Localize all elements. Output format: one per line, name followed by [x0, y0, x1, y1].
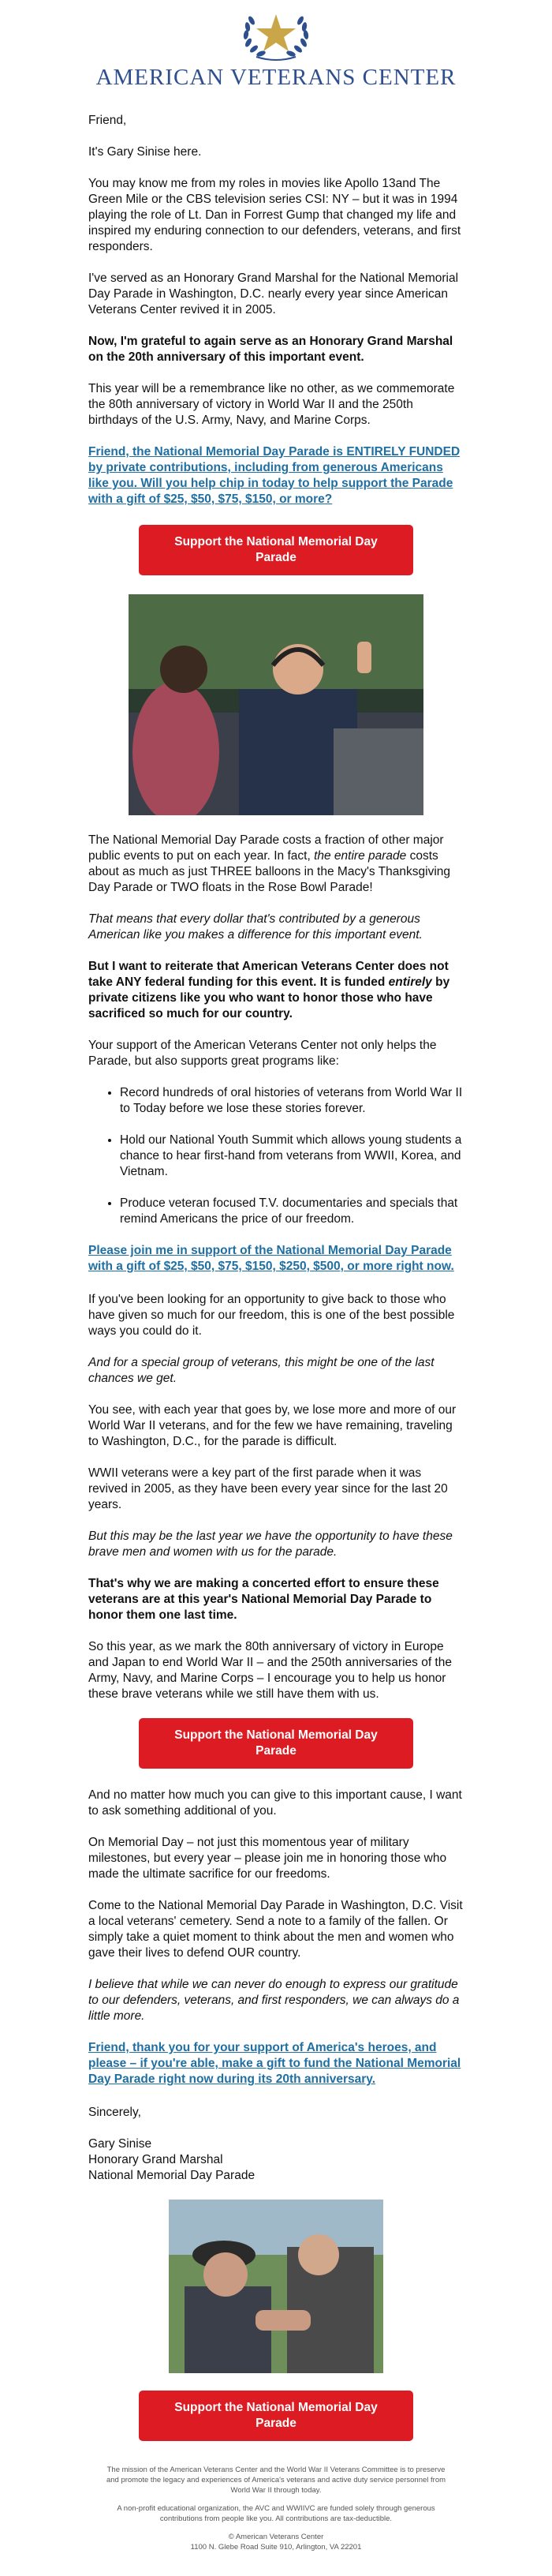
italic-paragraph: But this may be the last year we have the opportunity to have these brave men and women with us for the parade. — [88, 1530, 453, 1559]
support-parade-button[interactable]: Support the National Memorial Day Parade — [139, 525, 413, 575]
header-logo[interactable] — [0, 0, 552, 91]
signature-name: Gary Sinise — [88, 2137, 152, 2151]
gary-sinise-photo[interactable] — [129, 594, 423, 815]
letter-content — [0, 113, 552, 2441]
footer-copyright: © American Veterans Center — [228, 2533, 324, 2541]
signature-block — [88, 2136, 464, 2184]
support-parade-button[interactable]: Support the National Memorial Day Parade — [139, 1718, 413, 1769]
paragraph: The National Memorial Day Parade costs a fraction of other major public events to put on each year. In fact, the entire parade costs about as much as just THREE balloons in the Macy's Thanksgiving Day Parade or TWO floats in the Rose Bowl Parade! — [88, 833, 451, 894]
paragraph: Come to the National Memorial Day Parade in Washington, D.C. Visit a local veterans' cemetery. Send a note to a family of the fallen. Or simply take a quiet moment to think about the men and women who gave their lives to defend OUR country. — [88, 1899, 463, 1960]
bold-paragraph: Now, I'm grateful to again serve as an Honorary Grand Marshal on the 20th anniversary of this important event. — [88, 335, 453, 364]
bold-paragraph: That's why we are making a concerted effort to ensure these veterans are at this year's National Memorial Day Parade to honor them one last time. — [88, 1577, 439, 1622]
paragraph: You see, with each year that goes by, we lose more and more of our World War II veterans, and for the few we have remaining, traveling to Washington, D.C., for the parade is difficult. — [88, 1403, 457, 1448]
footer-nonprofit: A non-profit educational organization, the AVC and WWIIVC are funded solely through generous contributions from people like you. All contributions are tax-deductible. — [117, 2504, 435, 2523]
paragraph: WWII veterans were a key part of the first parade when it was revived in 2005, as they have been every year since for the last 20 years. — [88, 1466, 448, 1511]
bold-paragraph: But I want to reiterate that American Veterans Center does not take ANY federal funding for this event. It is funded entirely by private citizens like you who want to honor those who have sacrificed so much for our country. — [88, 960, 450, 1020]
support-parade-button[interactable]: Support the National Memorial Day Parade — [139, 2391, 413, 2441]
italic-paragraph: And for a special group of veterans, this might be one of the last chances we get. — [88, 1356, 435, 1385]
list-item: • Produce veteran focused T.V. documentaries and specials that remind Americans the price of our freedom. — [120, 1196, 464, 1227]
paragraph: So this year, as we mark the 80th anniversary of victory in Europe and Japan to end World War II – and the 250th anniversaries of the Army, Navy, and Marine Corps – I encourage you to help us honor these brave veterans while we still have them with us. — [88, 1640, 452, 1701]
paragraph: This year will be a remembrance like no other, as we commemorate the 80th anniversary of victory in World War II and the 250th birthdays of the U.S. Army, Navy, and Marine Corps. — [88, 382, 455, 427]
paragraph: Your support of the American Veterans Center not only helps the Parade, but also supports great programs like: — [88, 1039, 437, 1068]
signature-title: National Memorial Day Parade — [88, 2169, 255, 2182]
footer-mission: The mission of the American Veterans Center and the World War II Veterans Committee is to preserve and promote the legacy and experiences of America's veterans and active duty service personnel from World War II through today. — [106, 2466, 446, 2495]
signoff: Sincerely, — [88, 2106, 141, 2119]
donate-link[interactable]: Friend, thank you for your support of America's heroes, and please – if you're able, make a gift to fund the National Memorial Day Parade right now during its 20th anniversary. — [88, 2041, 461, 2086]
intro-paragraph: It's Gary Sinise here. — [88, 145, 202, 159]
star-wreath-icon — [233, 11, 319, 63]
footer-address-block — [103, 2532, 449, 2552]
footer-address: 1100 N. Glebe Road Suite 910, Arlington, VA 22201 — [190, 2543, 362, 2552]
paragraph: On Memorial Day – not just this momentous year of military milestones, but every year – please join me in honoring those who made the ultimate sacrifice for our freedoms. — [88, 1836, 447, 1881]
paragraph: I've served as an Honorary Grand Marshal for the National Memorial Day Parade in Washington, D.C. nearly every year since American Veterans Center revived it in 2005. — [88, 271, 459, 316]
donate-link[interactable]: Please join me in support of the National Memorial Day Parade with a gift of $25, $50, $75, $150, $250, $500, or more right now. — [88, 1244, 454, 1273]
veteran-photo[interactable] — [169, 2200, 383, 2373]
paragraph: And no matter how much you can give to this important cause, I want to ask something additional of you. — [88, 1788, 462, 1818]
greeting: Friend, — [88, 114, 127, 127]
list-item: • Record hundreds of oral histories of veterans from World War II to Today before we lose these stories forever. — [120, 1085, 464, 1117]
list-item: • Hold our National Youth Summit which allows young students a chance to hear first-hand from veterans from WWII, Korea, and Vietnam. — [120, 1133, 464, 1180]
footer — [0, 2465, 552, 2576]
italic-paragraph: I believe that while we can never do enough to express our gratitude to our defenders, veterans, and first responders, we can always do a little more. — [88, 1978, 460, 2023]
donate-link[interactable]: Friend, the National Memorial Day Parade is ENTIRELY FUNDED by private contributions, including from generous Americans like you. Will you help chip in today to help support the Parade with a gift of $25, $50, $75, $150, or more? — [88, 445, 461, 506]
org-name: AMERICAN VETERANS CENTER — [95, 65, 457, 90]
paragraph: If you've been looking for an opportunity to give back to those who have given so much for our freedom, this is one of the best possible ways you could do it. — [88, 1293, 455, 1338]
italic-paragraph: That means that every dollar that's contributed by a generous American like you makes a difference for this important event. — [88, 912, 423, 942]
signature-title: Honorary Grand Marshal — [88, 2153, 223, 2166]
programs-list — [88, 1085, 464, 1227]
paragraph: You may know me from my roles in movies like Apollo 13and The Green Mile or the CBS television series CSI: NY – but it was in 1994 playing the role of Lt. Dan in Forrest Gump that changed my life and inspired my enduring connection to our defenders, veterans, and first responders. — [88, 177, 461, 253]
